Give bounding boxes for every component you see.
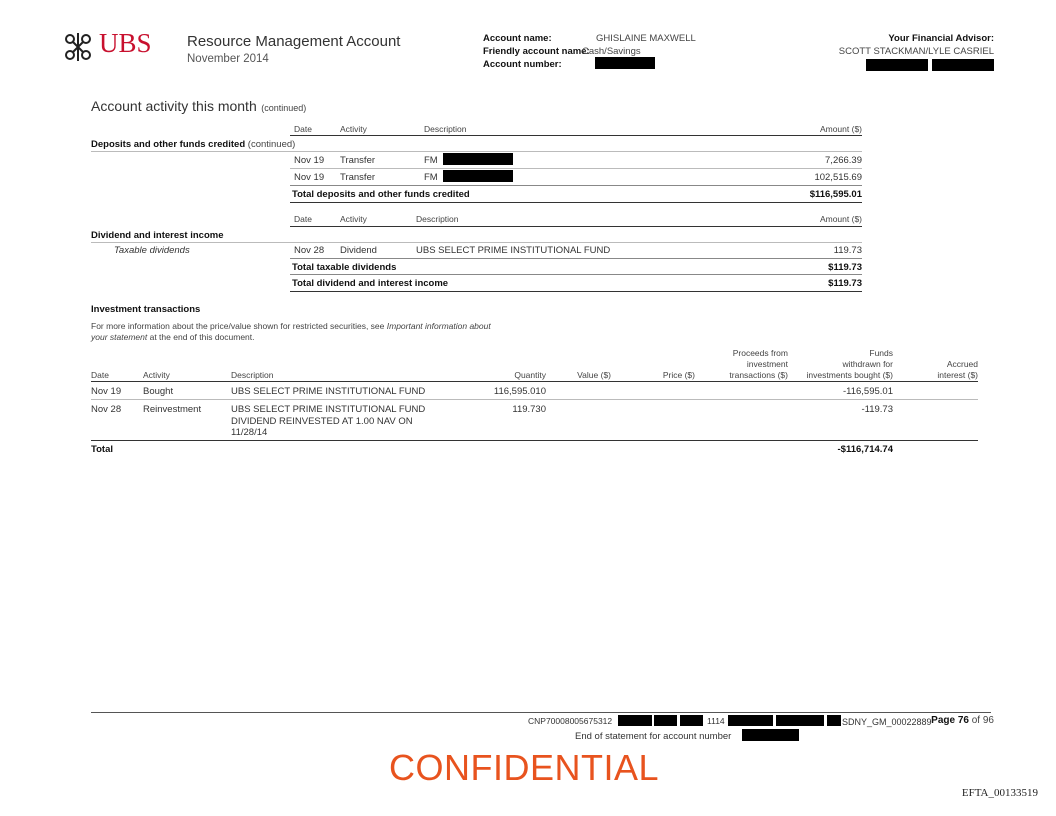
inv-row1-activity: Bought — [143, 386, 174, 397]
income-total-value: $119.73 — [828, 278, 862, 289]
deposits-total-rule — [290, 202, 862, 203]
inv-row2-rule — [91, 440, 978, 441]
taxable-total-rule — [290, 274, 862, 275]
advisor-redaction-2 — [932, 59, 994, 71]
account-name-value: GHISLAINE MAXWELL — [596, 33, 696, 44]
inv-row2-date: Nov 28 — [91, 404, 122, 415]
efta-number: EFTA_00133519 — [961, 787, 1038, 799]
income-total-rule — [290, 291, 862, 292]
activity-title-suffix: (continued) — [261, 103, 307, 113]
dep-col-date: Date — [294, 124, 312, 134]
deposits-title-text: Deposits and other funds credited — [91, 139, 246, 150]
deposits-total-value: $116,595.01 — [809, 189, 862, 200]
note-line1-a: For more information about the price/value shown for restricted securities, see — [91, 321, 385, 331]
taxable-total-value: $119.73 — [828, 262, 862, 273]
dep-row1-amount: 7,266.39 — [825, 155, 862, 166]
page-label: Page — [931, 715, 956, 726]
deposits-title-rule — [91, 151, 862, 152]
div-col-activity: Activity — [340, 214, 367, 224]
inv-row2-description — [231, 404, 425, 439]
footer-redaction-3 — [680, 715, 703, 726]
inv-col-proceeds — [729, 348, 788, 381]
friendly-name-value: Cash/Savings — [582, 46, 641, 57]
confidential-stamp: CONFIDENTIAL — [389, 747, 660, 788]
end-of-statement-text: End of statement for account number — [575, 731, 732, 742]
inv-row1-rule — [91, 399, 978, 400]
ubs-logo — [62, 30, 162, 64]
dep-row1-description: FM — [424, 155, 438, 166]
dep-row1-activity: Transfer — [340, 155, 376, 166]
inv-row2-activity: Reinvestment — [143, 404, 202, 415]
investments-note-line2 — [91, 332, 491, 343]
statement-period: November 2014 — [187, 53, 269, 65]
inv-row2-funds: -119.73 — [861, 404, 893, 415]
div-row1-rule — [290, 258, 862, 259]
inv-col-quantity: Quantity — [514, 370, 546, 380]
inv-row1-description: UBS SELECT PRIME INSTITUTIONAL FUND — [231, 386, 426, 397]
investments-note — [91, 321, 491, 343]
dep-row1-rule — [290, 168, 862, 169]
ubs-keys-icon — [62, 31, 94, 63]
note-line2-b: at the end of this document. — [149, 332, 255, 342]
account-number-label: Account number: — [483, 59, 562, 70]
page-of: of — [971, 715, 981, 726]
statement-title: Resource Management Account — [187, 33, 401, 50]
activity-title-text: Account activity this month — [91, 98, 257, 114]
div-row1-date: Nov 28 — [294, 245, 325, 256]
inv-col-description: Description — [231, 370, 274, 380]
dividends-subtitle: Taxable dividends — [114, 245, 190, 256]
div-row1-description: UBS SELECT PRIME INSTITUTIONAL FUND — [416, 245, 611, 256]
note-line1-b: Important information about — [386, 321, 491, 331]
inv-row2-description-1: UBS SELECT PRIME INSTITUTIONAL FUND — [231, 404, 426, 415]
inv-col-activity: Activity — [143, 370, 170, 380]
inv-col-accrued — [937, 359, 978, 381]
friendly-name-label: Friendly account name: — [483, 46, 590, 57]
div-row1-amount: 119.73 — [833, 245, 862, 256]
page-indicator — [931, 715, 994, 726]
investments-title: Investment transactions — [91, 304, 201, 315]
footer-rule — [91, 712, 991, 713]
advisor-redaction-1 — [866, 59, 928, 71]
footer-redaction-4 — [728, 715, 773, 726]
dep-row2-description: FM — [424, 172, 438, 183]
inv-col-proceeds-2: investment — [746, 359, 788, 369]
end-account-redaction — [742, 729, 799, 741]
inv-col-value: Value ($) — [577, 370, 611, 380]
deposits-total-label: Total deposits and other funds credited — [292, 189, 470, 200]
footer-redaction-1 — [618, 715, 652, 726]
dep-row2-amount: 102,515.69 — [814, 172, 862, 183]
div-header-rule — [290, 226, 862, 227]
inv-col-accrued-1: Accrued — [946, 359, 978, 369]
inv-col-proceeds-1: Proceeds from — [732, 348, 788, 358]
div-col-amount: Amount ($) — [819, 214, 862, 224]
inv-row2-description-3: 11/28/14 — [231, 427, 268, 438]
logo-wordmark: UBS — [99, 28, 152, 58]
account-number-redaction — [595, 57, 655, 69]
account-name-label: Account name: — [483, 33, 552, 44]
inv-col-funds-3: investments bought ($) — [806, 370, 893, 380]
footer-redaction-5 — [776, 715, 824, 726]
inv-col-price: Price ($) — [662, 370, 695, 380]
dividends-title: Dividend and interest income — [91, 230, 224, 241]
inv-col-funds — [807, 348, 893, 381]
footer-redaction-2 — [654, 715, 677, 726]
inv-col-date: Date — [91, 370, 109, 380]
dep-row1-redaction — [443, 153, 513, 165]
advisor-label: Your Financial Advisor: — [888, 33, 994, 44]
inv-col-accrued-2: interest ($) — [937, 370, 978, 380]
dep-row2-rule — [290, 185, 862, 186]
deposits-title-suffix: (continued) — [247, 139, 296, 150]
advisor-name: SCOTT STACKMAN/LYLE CASRIEL — [838, 46, 994, 57]
deposits-title — [91, 139, 295, 150]
div-col-description: Description — [416, 214, 459, 224]
investments-total-value: -$116,714.74 — [837, 444, 893, 455]
inv-col-proceeds-3: transactions ($) — [729, 370, 788, 380]
income-total-label: Total dividend and interest income — [292, 278, 449, 289]
page-number: 76 — [957, 715, 969, 726]
investments-note-line1 — [91, 321, 491, 332]
inv-header-rule — [91, 381, 978, 382]
div-col-date: Date — [294, 214, 312, 224]
investments-total-label: Total — [91, 444, 113, 455]
inv-row1-date: Nov 19 — [91, 386, 122, 397]
dep-header-rule — [290, 135, 862, 136]
dep-col-amount: Amount ($) — [819, 124, 862, 134]
dep-row2-activity: Transfer — [340, 172, 376, 183]
taxable-total-label: Total taxable dividends — [292, 262, 397, 273]
activity-section-title — [91, 98, 306, 116]
bates-number: SDNY_GM_00022889 — [842, 717, 932, 727]
footer-code-b: 1114 — [707, 716, 725, 726]
footer-code-a: CNP70008005675312 — [528, 716, 613, 726]
inv-row2-description-2: DIVIDEND REINVESTED AT 1.00 NAV ON — [231, 415, 413, 427]
div-row1-activity: Dividend — [340, 245, 377, 256]
inv-col-funds-1: Funds — [869, 348, 893, 358]
page-total: 96 — [982, 715, 994, 726]
inv-row2-quantity: 119.730 — [512, 404, 546, 415]
dep-col-description: Description — [424, 124, 467, 134]
inv-row1-quantity: 116,595.010 — [493, 386, 546, 397]
note-line2-a: your statement — [91, 332, 148, 342]
dividends-title-rule — [91, 242, 862, 243]
dep-col-activity: Activity — [340, 124, 367, 134]
inv-col-funds-2: withdrawn for — [842, 359, 893, 369]
inv-row1-funds: -116,595.01 — [842, 386, 893, 397]
dep-row2-date: Nov 19 — [294, 172, 325, 183]
dep-row1-date: Nov 19 — [294, 155, 325, 166]
dep-row2-redaction — [443, 170, 513, 182]
footer-redaction-6 — [827, 715, 841, 726]
